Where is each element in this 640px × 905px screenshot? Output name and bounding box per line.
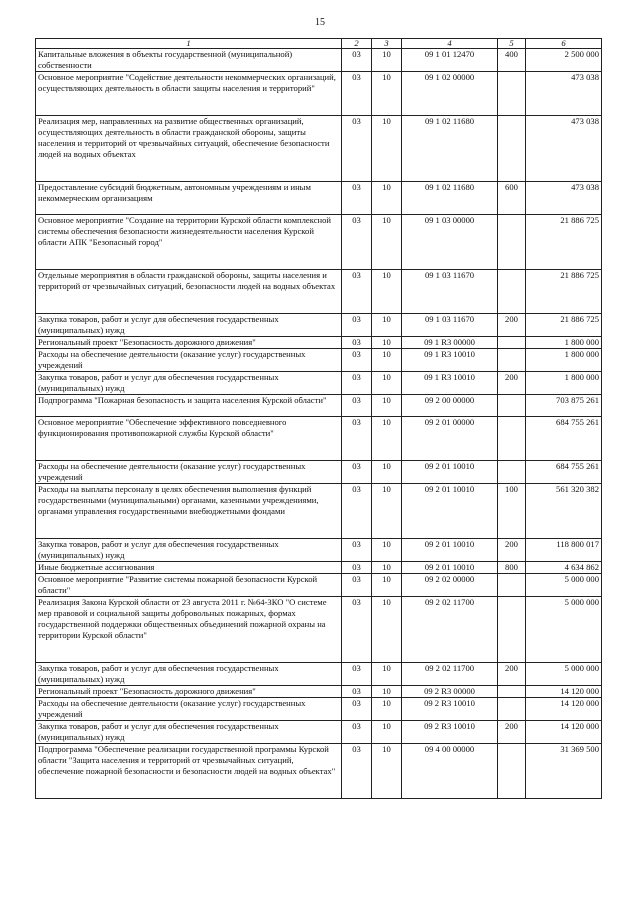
row-expense-type: 400 — [498, 49, 526, 72]
row-amount: 21 886 725 — [526, 215, 602, 270]
row-target-article: 09 2 02 00000 — [402, 574, 498, 597]
row-expense-type — [498, 72, 526, 116]
row-section: 03 — [342, 314, 372, 337]
row-name: Региональный проект "Безопасность дорожного движения" — [36, 686, 342, 698]
row-amount: 1 800 000 — [526, 337, 602, 349]
table-row — [36, 417, 602, 461]
table-row — [36, 597, 602, 663]
row-target-article: 09 1 R3 10010 — [402, 372, 498, 395]
row-amount: 1 800 000 — [526, 372, 602, 395]
row-expense-type: 100 — [498, 484, 526, 539]
row-name: Иные бюджетные ассигнования — [36, 562, 342, 574]
row-section: 03 — [342, 539, 372, 562]
row-target-article: 09 1 03 11670 — [402, 270, 498, 314]
table-row — [36, 461, 602, 484]
row-target-article: 09 1 02 11680 — [402, 116, 498, 182]
row-amount: 31 369 500 — [526, 744, 602, 799]
table-row — [36, 215, 602, 270]
row-section: 03 — [342, 72, 372, 116]
table-row — [36, 744, 602, 799]
row-section: 03 — [342, 698, 372, 721]
table-row — [36, 270, 602, 314]
row-subsection: 10 — [372, 597, 402, 663]
row-subsection: 10 — [372, 539, 402, 562]
row-target-article: 09 2 01 10010 — [402, 461, 498, 484]
row-expense-type — [498, 744, 526, 799]
row-section: 03 — [342, 270, 372, 314]
row-name: Расходы на обеспечение деятельности (оказание услуг) государственных учреждений — [36, 349, 342, 372]
row-name: Подпрограмма "Пожарная безопасность и защита населения Курской области" — [36, 395, 342, 417]
row-subsection: 10 — [372, 372, 402, 395]
table-row — [36, 72, 602, 116]
row-amount: 118 800 017 — [526, 539, 602, 562]
row-expense-type — [498, 417, 526, 461]
row-subsection: 10 — [372, 686, 402, 698]
row-amount: 5 000 000 — [526, 663, 602, 686]
row-expense-type — [498, 698, 526, 721]
row-expense-type — [498, 395, 526, 417]
row-subsection: 10 — [372, 215, 402, 270]
table-row — [36, 562, 602, 574]
row-expense-type: 200 — [498, 372, 526, 395]
table-row — [36, 721, 602, 744]
row-amount: 14 120 000 — [526, 686, 602, 698]
row-subsection: 10 — [372, 72, 402, 116]
row-name: Региональный проект "Безопасность дорожного движения" — [36, 337, 342, 349]
table-row — [36, 182, 602, 215]
row-subsection: 10 — [372, 395, 402, 417]
table-row — [36, 395, 602, 417]
row-target-article: 09 1 02 11680 — [402, 182, 498, 215]
row-target-article: 09 4 00 00000 — [402, 744, 498, 799]
row-expense-type — [498, 116, 526, 182]
row-target-article: 09 2 R3 10010 — [402, 721, 498, 744]
row-amount: 684 755 261 — [526, 417, 602, 461]
column-header: 2 — [342, 39, 372, 49]
row-section: 03 — [342, 372, 372, 395]
page-number: 15 — [315, 17, 325, 28]
table-row — [36, 484, 602, 539]
row-expense-type — [498, 686, 526, 698]
column-header: 3 — [372, 39, 402, 49]
row-amount: 703 875 261 — [526, 395, 602, 417]
row-subsection: 10 — [372, 663, 402, 686]
column-header: 1 — [36, 39, 342, 49]
row-name: Подпрограмма "Обеспечение реализации государственной программы Курской области "Защита населения и территорий от чрезвычайных ситуаций, обеспечение пожарной безопасности и безопасности людей на водных объектах" — [36, 744, 342, 799]
row-subsection: 10 — [372, 744, 402, 799]
row-name: Закупка товаров, работ и услуг для обеспечения государственных (муниципальных) нужд — [36, 721, 342, 744]
row-amount: 473 038 — [526, 182, 602, 215]
table-row — [36, 49, 602, 72]
row-amount: 561 320 382 — [526, 484, 602, 539]
row-name: Капитальные вложения в объекты государственной (муниципальной) собственности — [36, 49, 342, 72]
row-expense-type — [498, 597, 526, 663]
row-expense-type — [498, 574, 526, 597]
row-name: Основное мероприятие "Развитие системы пожарной безопасности Курской области" — [36, 574, 342, 597]
row-name: Реализация мер, направленных на развитие общественных организаций, осуществляющих деятельность в области гражданской обороны, защиты населения и территорий от чрезвычайных ситуаций, обеспечение безопасности людей на водных объектах — [36, 116, 342, 182]
row-target-article: 09 2 02 11700 — [402, 597, 498, 663]
row-section: 03 — [342, 417, 372, 461]
row-subsection: 10 — [372, 337, 402, 349]
row-section: 03 — [342, 49, 372, 72]
row-amount: 14 120 000 — [526, 698, 602, 721]
row-section: 03 — [342, 461, 372, 484]
row-name: Основное мероприятие "Содействие деятельности некоммерческих организаций, осуществляющих деятельность в области защиты населения и территорий" — [36, 72, 342, 116]
row-subsection: 10 — [372, 417, 402, 461]
table-row — [36, 539, 602, 562]
row-expense-type: 800 — [498, 562, 526, 574]
row-section: 03 — [342, 744, 372, 799]
row-target-article: 09 2 01 10010 — [402, 562, 498, 574]
table-row — [36, 663, 602, 686]
row-subsection: 10 — [372, 270, 402, 314]
row-amount: 5 000 000 — [526, 597, 602, 663]
column-header: 4 — [402, 39, 498, 49]
row-amount: 5 000 000 — [526, 574, 602, 597]
row-subsection: 10 — [372, 574, 402, 597]
row-subsection: 10 — [372, 698, 402, 721]
row-subsection: 10 — [372, 49, 402, 72]
table-row — [36, 686, 602, 698]
row-target-article: 09 1 03 00000 — [402, 215, 498, 270]
row-amount: 4 634 862 — [526, 562, 602, 574]
row-expense-type — [498, 270, 526, 314]
row-section: 03 — [342, 597, 372, 663]
row-subsection: 10 — [372, 349, 402, 372]
row-expense-type: 200 — [498, 539, 526, 562]
row-expense-type — [498, 215, 526, 270]
column-header: 5 — [498, 39, 526, 49]
row-name: Основное мероприятие "Создание на территории Курской области комплексной системы обеспечения безопасности жизнедеятельности населения Курской области АПК "Безопасный город" — [36, 215, 342, 270]
budget-table — [35, 38, 602, 799]
row-target-article: 09 2 R3 00000 — [402, 686, 498, 698]
row-section: 03 — [342, 686, 372, 698]
row-section: 03 — [342, 721, 372, 744]
row-expense-type — [498, 349, 526, 372]
row-name: Предоставление субсидий бюджетным, автономным учреждениям и иным некоммерческим организациям — [36, 182, 342, 215]
row-name: Основное мероприятие "Обеспечение эффективного повседневного функционирования противопожарной службы Курской области" — [36, 417, 342, 461]
row-target-article: 09 1 R3 00000 — [402, 337, 498, 349]
row-name: Расходы на обеспечение деятельности (оказание услуг) государственных учреждений — [36, 698, 342, 721]
row-target-article: 09 2 01 10010 — [402, 484, 498, 539]
row-amount: 473 038 — [526, 116, 602, 182]
row-target-article: 09 2 00 00000 — [402, 395, 498, 417]
table-row — [36, 372, 602, 395]
row-section: 03 — [342, 484, 372, 539]
row-target-article: 09 1 R3 10010 — [402, 349, 498, 372]
row-name: Закупка товаров, работ и услуг для обеспечения государственных (муниципальных) нужд — [36, 314, 342, 337]
row-target-article: 09 1 03 11670 — [402, 314, 498, 337]
row-target-article: 09 2 01 10010 — [402, 539, 498, 562]
row-name: Закупка товаров, работ и услуг для обеспечения государственных (муниципальных) нужд — [36, 372, 342, 395]
row-expense-type — [498, 337, 526, 349]
row-section: 03 — [342, 574, 372, 597]
row-name: Расходы на обеспечение деятельности (оказание услуг) государственных учреждений — [36, 461, 342, 484]
table-row — [36, 574, 602, 597]
row-name: Реализация Закона Курской области от 23 августа 2011 г. №64-ЗКО "О системе мер правовой и социальной защиты добровольных пожарных, формах государственной поддержки общественных объединений пожарной охраны на территории Курской области" — [36, 597, 342, 663]
row-subsection: 10 — [372, 314, 402, 337]
row-section: 03 — [342, 116, 372, 182]
row-subsection: 10 — [372, 182, 402, 215]
row-section: 03 — [342, 337, 372, 349]
row-expense-type — [498, 461, 526, 484]
row-target-article: 09 2 R3 10010 — [402, 698, 498, 721]
row-amount: 684 755 261 — [526, 461, 602, 484]
table-header-row — [36, 39, 602, 49]
table-row — [36, 116, 602, 182]
row-amount: 1 800 000 — [526, 349, 602, 372]
row-subsection: 10 — [372, 461, 402, 484]
row-section: 03 — [342, 395, 372, 417]
row-subsection: 10 — [372, 116, 402, 182]
row-target-article: 09 1 01 12470 — [402, 49, 498, 72]
row-amount: 14 120 000 — [526, 721, 602, 744]
row-subsection: 10 — [372, 562, 402, 574]
row-name: Закупка товаров, работ и услуг для обеспечения государственных (муниципальных) нужд — [36, 539, 342, 562]
row-subsection: 10 — [372, 484, 402, 539]
row-name: Отдельные мероприятия в области гражданской обороны, защиты населения и территорий от чрезвычайных ситуаций, безопасности людей на водных объектах — [36, 270, 342, 314]
row-section: 03 — [342, 663, 372, 686]
row-expense-type: 200 — [498, 721, 526, 744]
row-amount: 21 886 725 — [526, 270, 602, 314]
row-target-article: 09 2 02 11700 — [402, 663, 498, 686]
table-row — [36, 314, 602, 337]
row-target-article: 09 2 01 00000 — [402, 417, 498, 461]
row-expense-type: 200 — [498, 314, 526, 337]
column-header: 6 — [526, 39, 602, 49]
row-name: Расходы на выплаты персоналу в целях обеспечения выполнения функций государственными (муниципальными) органами, казенными учреждениями, органами управления государственными внебюджетными фондами — [36, 484, 342, 539]
row-target-article: 09 1 02 00000 — [402, 72, 498, 116]
row-section: 03 — [342, 562, 372, 574]
row-section: 03 — [342, 349, 372, 372]
row-amount: 473 038 — [526, 72, 602, 116]
row-name: Закупка товаров, работ и услуг для обеспечения государственных (муниципальных) нужд — [36, 663, 342, 686]
row-amount: 2 500 000 — [526, 49, 602, 72]
row-subsection: 10 — [372, 721, 402, 744]
table-row — [36, 698, 602, 721]
table-row — [36, 337, 602, 349]
row-section: 03 — [342, 182, 372, 215]
table-row — [36, 349, 602, 372]
row-amount: 21 886 725 — [526, 314, 602, 337]
row-expense-type: 600 — [498, 182, 526, 215]
row-expense-type: 200 — [498, 663, 526, 686]
row-section: 03 — [342, 215, 372, 270]
